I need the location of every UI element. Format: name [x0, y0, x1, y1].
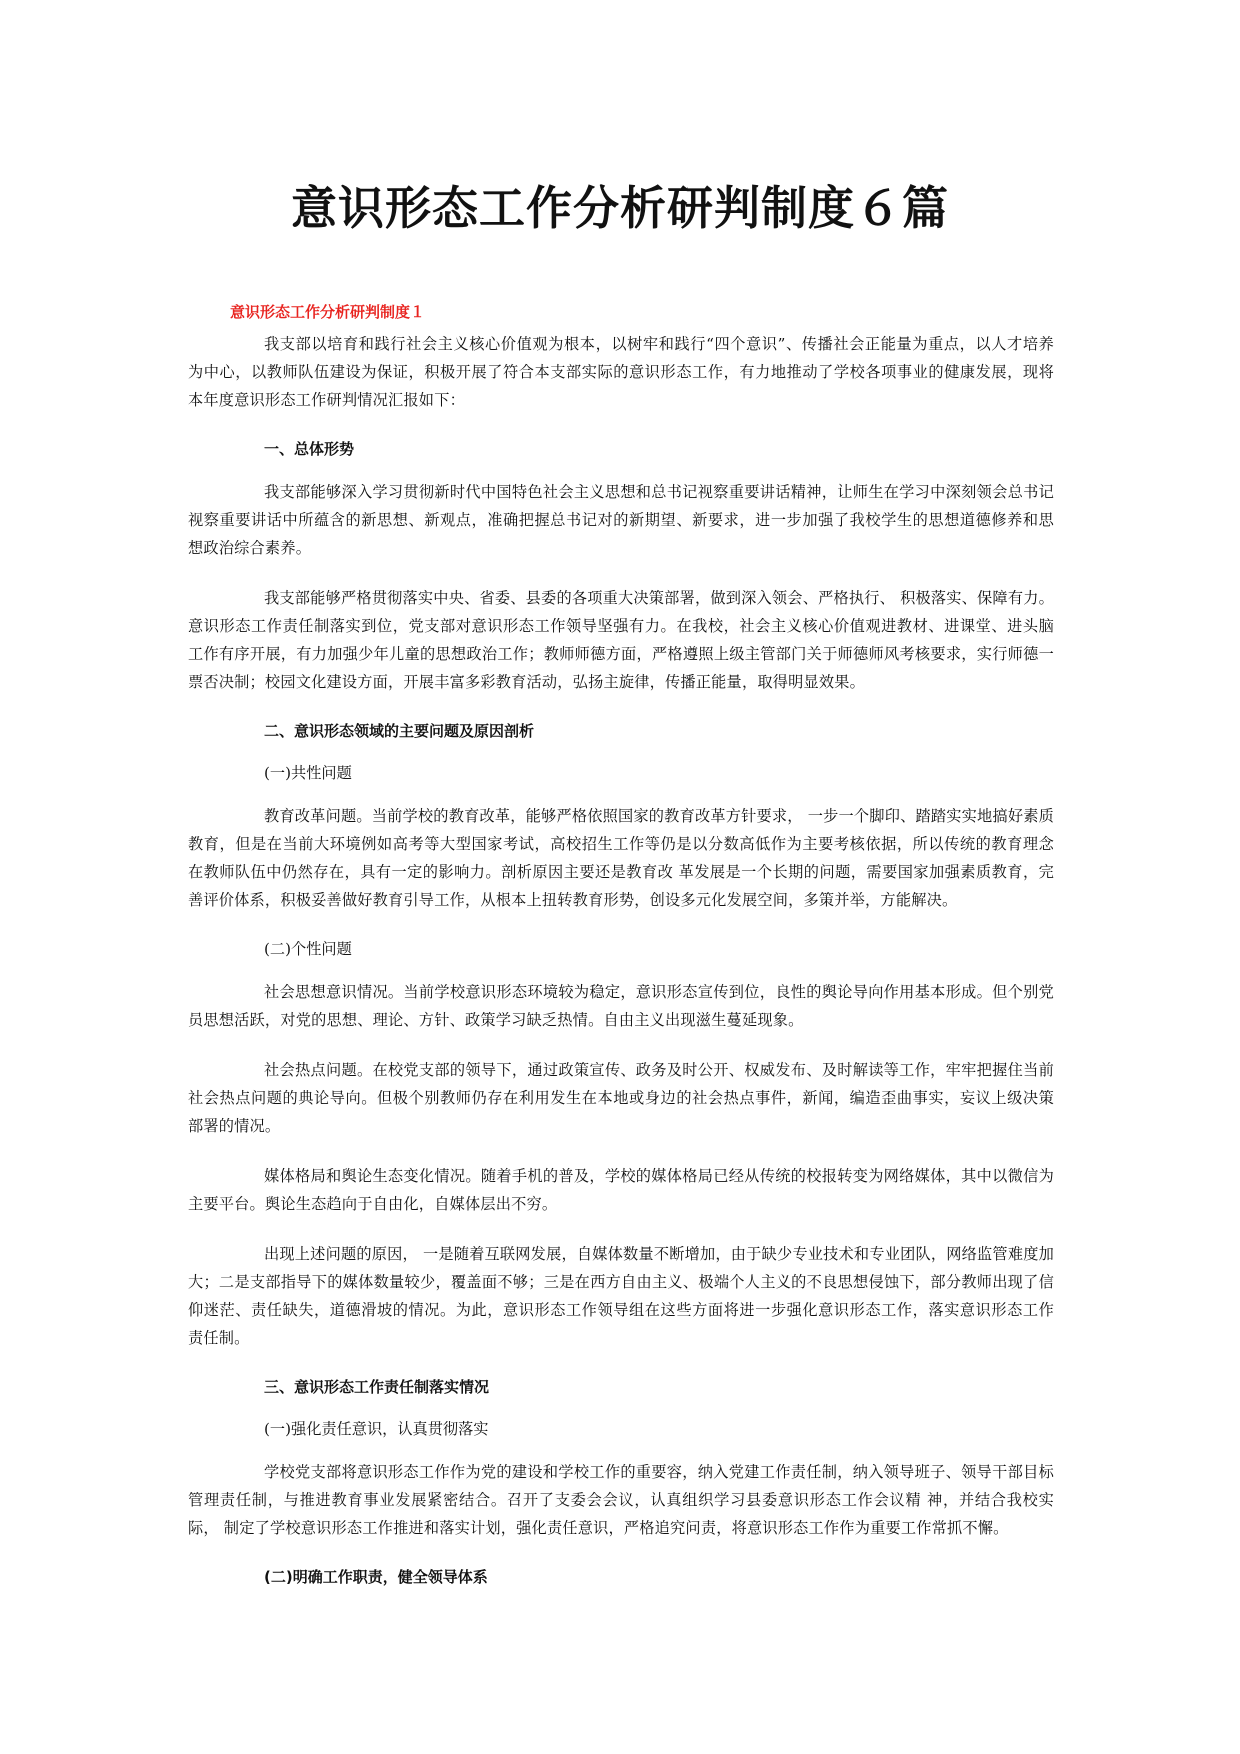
subsection-heading: (一)强化责任意识，认真贯彻落实: [264, 1420, 489, 1438]
paragraph: 媒体格局和舆论生态变化情况。随着手机的普及，学校的媒体格局已经从传统的校报转变为网络媒体，其中以微信为 主要平台。舆论生态趋向于自由化，自媒体层出不穷。: [188, 1167, 1054, 1213]
section-subheading: 二、意识形态领域的主要问题及原因剖析: [264, 722, 535, 740]
paragraph: 社会热点问题。在校党支部的领导下，通过政策宣传、政务及时公开、权威发布、及时解读等工作，牢牢把握住当前 社会热点问题的典论导向。但极个别教师仍存在利用发生在本地或身边的社会热点事件，新闻，编造歪曲事实，妄议上级决策 部署的情况。: [188, 1061, 1054, 1135]
section-subheading: 三、意识形态工作责任制落实情况: [264, 1378, 490, 1396]
paragraph: 社会思想意识情况。当前学校意识形态环境较为稳定，意识形态宣传到位，良性的舆论导向作用基本形成。但个别党 员思想活跃，对党的思想、理论、方针、政策学习缺乏热情。自由主义出现滋生蔓延现象。: [188, 983, 1054, 1029]
paragraph: 出现上述问题的原因， 一是随着互联网发展，自媒体数量不断增加，由于缺少专业技术和专业团队，网络监管难度加 大；二是支部指导下的媒体数量较少，覆盖面不够；三是在西方自由主义、极端个人主义的不良思想侵蚀下，部分教师出现了信 仰迷茫、责任缺失，道德滑坡的情况。为此，意识形态工作领导组在这些方面将进一步强化意识形态工作，落实意识形态工作 责任制。: [188, 1245, 1054, 1347]
document-title: 意识形态工作分析研判制度６篇: [291, 181, 949, 235]
subsection-heading: (一)共性问题: [264, 764, 352, 782]
subsection-heading: (二)明确工作职责，健全领导体系: [264, 1568, 488, 1586]
paragraph: 我支部能够严格贯彻落实中央、省委、县委的各项重大决策部署，做到深入领会、严格执行、 积极落实、保障有力。 意识形态工作责任制落实到位，党支部对意识形态工作领导坚强有力。在我校，社会主义核心价值观进教材、进课堂、进头脑 工作有序开展，有力加强少年儿童的思想政治工作；教师师德方面，严格遵照上级主管部门关于师德师风考核要求，实行师德一 票否决制；校园文化建设方面，开展丰富多彩教育活动，弘扬主旋律，传播正能量，取得明显效果。: [188, 589, 1054, 691]
paragraph: 我支部能够深入学习贯彻新时代中国特色社会主义思想和总书记视察重要讲话精神，让师生在学习中深刻领会总书记 视察重要讲话中所蕴含的新思想、新观点，准确把握总书记对的新期望、新要求，进一步加强了我校学生的思想道德修养和思 想政治综合素养。: [188, 483, 1054, 557]
section-heading: 意识形态工作分析研判制度１: [230, 303, 426, 321]
document-body: [188, 330, 1054, 1606]
section-subheading: 一、总体形势: [264, 440, 355, 458]
paragraph: 学校党支部将意识形态工作作为党的建设和学校工作的重要容，纳入党建工作责任制，纳入领导班子、领导干部目标管理责任制，与推进教育事业发展紧密结合。召开了支委会会议，认真组织学习县委意识形态工作会议精 神，并结合我校实际， 制定了学校意识形态工作推进和落实计划，强化责任意识，严格追究问责，将意识形态工作作为重要工作常抓不懈。: [188, 1463, 1054, 1537]
paragraph: 教育改革问题。当前学校的教育改革，能够严格依照国家的教育改革方针要求， 一步一个脚印、踏踏实实地搞好素质 教育，但是在当前大环境例如高考等大型国家考试，高校招生工作等仍是以分数高低作为主要考核依据，所以传统的教育理念 在教师队伍中仍然存在，具有一定的影响力。剖析原因主要还是教育改 革发展是一个长期的问题，需要国家加强素质教育，完 善评价体系，积极妥善做好教育引导工作，从根本上扭转教育形势，创设多元化发展空间，多策并举，方能解决。: [188, 807, 1054, 909]
subsection-heading: (二)个性问题: [264, 940, 352, 958]
paragraph: 我支部以培育和践行社会主义核心价值观为根本，以树牢和践行“四个意识”、传播社会正能量为重点，以人才培养 为中心，以教师队伍建设为保证，积极开展了符合本支部实际的意识形态工作，有力地推动了学校各项事业的健康发展，现将 本年度意识形态工作研判情况汇报如下：: [188, 335, 1054, 409]
